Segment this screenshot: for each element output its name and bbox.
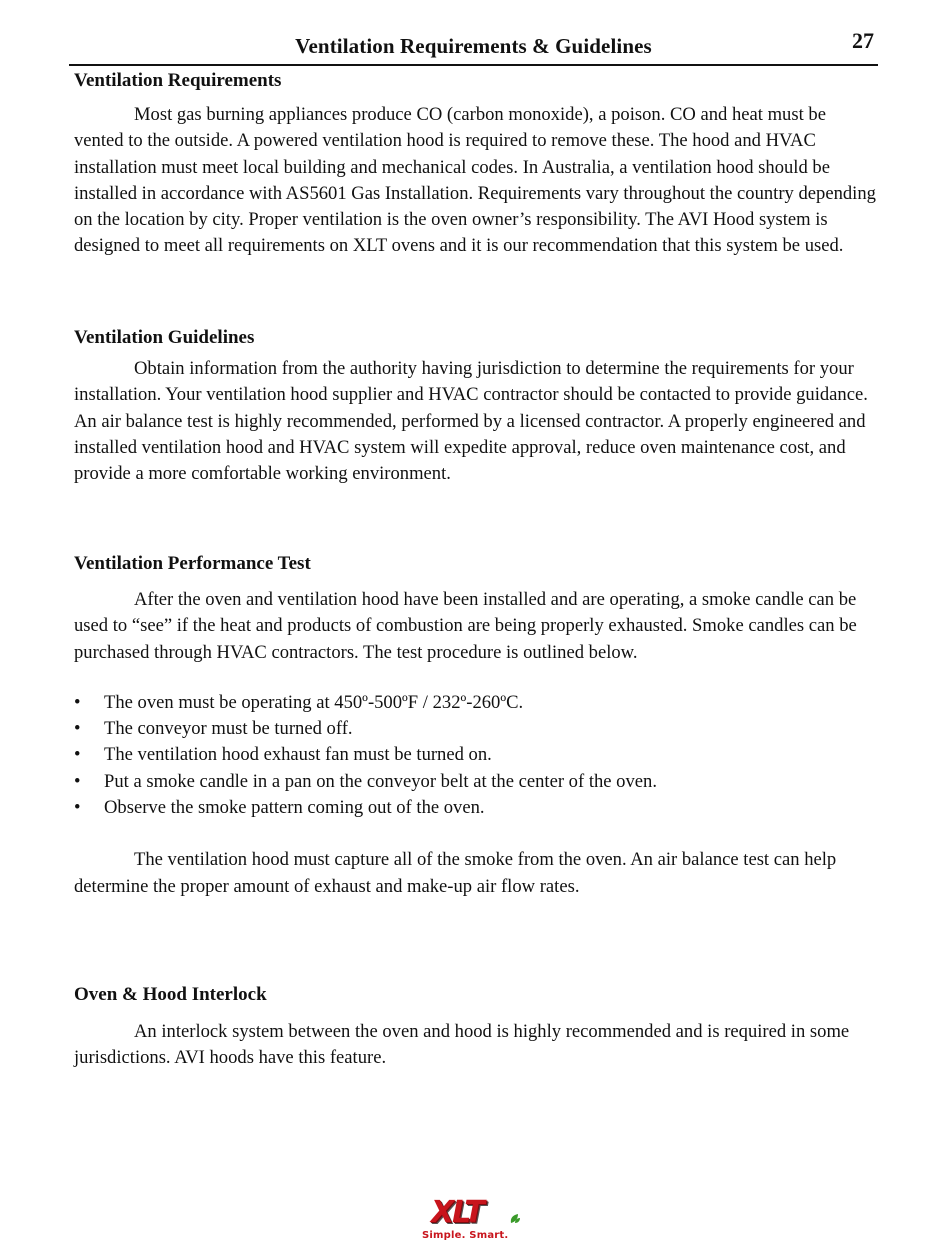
list-item	[74, 769, 876, 795]
list-item-text: The oven must be operating at 450º-500ºF / 232º-260ºC.	[104, 691, 524, 713]
bullet-icon: •	[74, 718, 81, 740]
page-number: 27	[852, 28, 874, 53]
leaf-icon	[509, 1212, 521, 1224]
section-ventilation-guidelines	[74, 325, 876, 487]
section-closing-paragraph: The ventilation hood must capture all of the smoke from the oven. An air balance test can help determine the proper amount of exhaust and make-up air flow rates.	[74, 849, 837, 897]
section-paragraph: Obtain information from the authority having jurisdiction to determine the requirements for your installation. Your ventilation hood supplier and HVAC contractor should be contacted to provide guidance. An air balance test is highly recommended, performed by a licensed contractor. A properly engineered and installed ventilation hood and HVAC system will expedite approval, reduce oven maintenance cost, and provide a more comfortable working environment.	[74, 358, 868, 485]
section-heading: Ventilation Performance Test	[74, 553, 311, 574]
logo-wordmark: XLT	[431, 1195, 483, 1230]
list-item	[74, 716, 876, 742]
bullet-icon: •	[74, 691, 81, 713]
list-item-text: Observe the smoke pattern coming out of the oven.	[104, 797, 485, 819]
list-item-text: The conveyor must be turned off.	[104, 718, 353, 740]
section-performance-test	[74, 551, 876, 900]
section-heading: Ventilation Guidelines	[74, 327, 255, 348]
section-paragraph: An interlock system between the oven and hood is highly recommended and is required in some jurisdictions. AVI hoods have this feature.	[74, 1021, 850, 1069]
bullet-icon: •	[74, 797, 81, 819]
section-oven-hood-interlock	[74, 982, 876, 1072]
list-item	[74, 690, 876, 716]
logo-tagline: Simple. Smart.	[422, 1230, 509, 1241]
page-title: Ventilation Requirements & Guidelines	[295, 34, 652, 58]
page-header	[69, 26, 878, 66]
xlt-logo	[420, 1194, 530, 1250]
list-item	[74, 795, 876, 821]
list-item-text: The ventilation hood exhaust fan must be turned on.	[104, 744, 492, 766]
section-heading: Oven & Hood Interlock	[74, 984, 267, 1005]
bullet-icon: •	[74, 744, 81, 766]
test-procedure-list	[74, 690, 876, 821]
list-item-text: Put a smoke candle in a pan on the conveyor belt at the center of the oven.	[104, 770, 657, 792]
list-item	[74, 742, 876, 768]
section-intro-paragraph: After the oven and ventilation hood have been installed and are operating, a smoke candle can be used to “see” if the heat and products of combustion are being properly exhausted. Smoke candles can be purchased through HVAC contractors. The test procedure is outlined below.	[74, 589, 857, 663]
bullet-icon: •	[74, 770, 81, 792]
section-heading: Ventilation Requirements	[74, 70, 282, 91]
section-ventilation-requirements	[74, 68, 876, 260]
section-paragraph: Most gas burning appliances produce CO (carbon monoxide), a poison. CO and heat must be vented to the outside. A powered ventilation hood is required to remove these. The hood and HVAC installation must meet local building and mechanical codes. In Australia, a ventilation hood should be installed in accordance with AS5601 Gas Installation. Requirements vary throughout the country depending on the location by city. Proper ventilation is the oven owner’s responsibility. The AVI Hood system is designed to meet all requirements on XLT ovens and it is our recommendation that this system be used.	[74, 104, 876, 257]
